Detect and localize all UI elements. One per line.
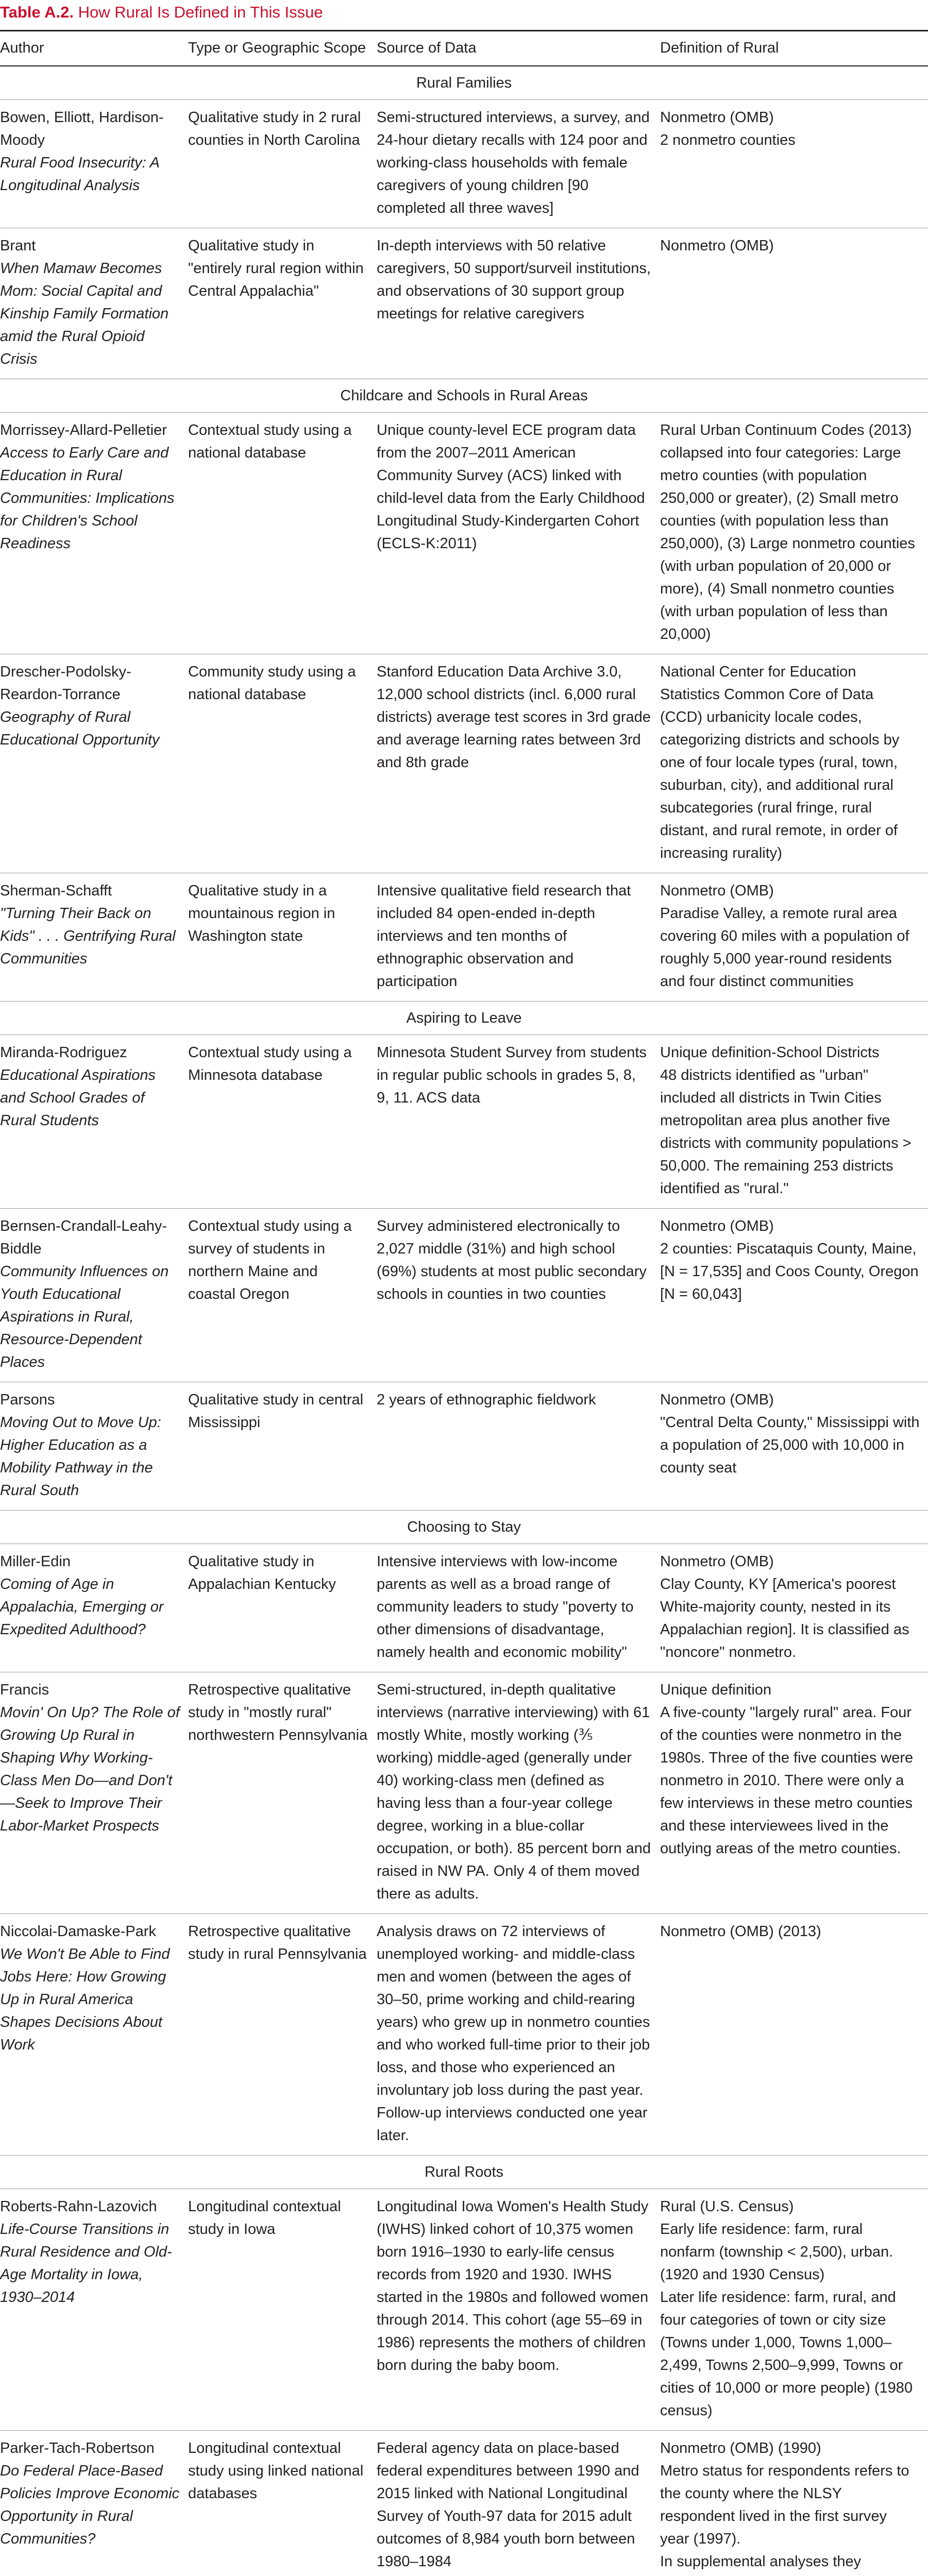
section-title: Rural Families bbox=[0, 66, 928, 100]
section-title: Childcare and Schools in Rural Areas bbox=[0, 379, 928, 413]
study-title: Do Federal Place-Based Policies Improve Economic Opportunity in Rural Communities? bbox=[0, 2463, 180, 2547]
author-name: Miranda-Rodriguez bbox=[0, 1044, 127, 1061]
definition-cell bbox=[660, 1382, 928, 1511]
type-cell: Retrospective qualitative study in "mostly rural" northwestern Pennsylvania bbox=[188, 1672, 377, 1914]
study-title: Moving Out to Move Up: Higher Education as a Mobility Pathway in the Rural South bbox=[0, 1414, 161, 1499]
table-row bbox=[0, 100, 928, 228]
definition-line: 2 nonmetro counties bbox=[660, 132, 796, 148]
definition-line: collapsed into four categories: Large metro counties (with population 250,000 or greater), (2) Small metro counties (with population less than 250,000), (3) Large nonmetro counties (with urban population of 20,000 or more), (4) Small nonmetro counties (with urban population of less than 20,000) bbox=[660, 445, 915, 642]
author-cell bbox=[0, 100, 188, 228]
definition-line: In supplemental analyses they bbox=[660, 2553, 862, 2570]
type-cell: Contextual study using a survey of students in northern Maine and coastal Oregon bbox=[188, 1209, 377, 1382]
definition-cell bbox=[660, 413, 928, 654]
type-cell: Qualitative study in Appalachian Kentucky bbox=[188, 1544, 377, 1672]
section-row bbox=[0, 379, 928, 413]
author-cell bbox=[0, 1382, 188, 1511]
source-cell: In-depth interviews with 50 relative caregivers, 50 support/surveil institutions, and observations of 30 support group meetings for relative caregivers bbox=[377, 228, 660, 379]
definition-cell bbox=[660, 100, 928, 228]
definition-line: Later life residence: farm, rural, and four categories of town or city size (Towns under 1,000, Towns 1,000–2,499, Towns 2,500–9,999, Towns or cities of 10,000 or more people) (1980 census) bbox=[660, 2289, 913, 2419]
study-title: Life-Course Transitions in Rural Residence and Old-Age Mortality in Iowa, 1930–2014 bbox=[0, 2221, 172, 2306]
table-row bbox=[0, 2189, 928, 2431]
definition-line: Early life residence: farm, rural nonfarm (township < 2,500), urban. (1920 and 1930 Census) bbox=[660, 2221, 893, 2283]
type-cell: Contextual study using a Minnesota database bbox=[188, 1035, 377, 1209]
table-row bbox=[0, 1672, 928, 1914]
definition-line: Rural (U.S. Census) bbox=[660, 2198, 794, 2215]
definition-cell bbox=[660, 1035, 928, 1209]
study-title: Coming of Age in Appalachia, Emerging or Expedited Adulthood? bbox=[0, 1576, 164, 1638]
author-cell bbox=[0, 1035, 188, 1209]
author-name: Brant bbox=[0, 238, 36, 254]
type-cell: Qualitative study in a mountainous region in Washington state bbox=[188, 873, 377, 1002]
author-name: Parsons bbox=[0, 1392, 55, 1408]
author-name: Francis bbox=[0, 1682, 49, 1698]
study-title: Educational Aspirations and School Grades of Rural Students bbox=[0, 1067, 156, 1129]
table-row bbox=[0, 654, 928, 873]
source-cell: Unique county-level ECE program data from the 2007–2011 American Community Survey (ACS) linked with child-level data from the Early Childhood Longitudinal Study-Kindergarten Cohort (ECLS-K:2011) bbox=[377, 413, 660, 654]
author-cell bbox=[0, 228, 188, 379]
definition-line: 2 counties: Piscataquis County, Maine, [N = 17,535] and Coos County, Oregon [N = 60,043] bbox=[660, 1241, 919, 1302]
section-row bbox=[0, 1002, 928, 1035]
table-title bbox=[0, 0, 928, 23]
table-row bbox=[0, 1914, 928, 2156]
author-name: Bowen, Elliott, Hardison-Moody bbox=[0, 109, 164, 148]
author-cell bbox=[0, 2431, 188, 2576]
definition-cell bbox=[660, 1672, 928, 1914]
type-cell: Qualitative study in "entirely rural region within Central Appalachia" bbox=[188, 228, 377, 379]
source-cell: Semi-structured interviews, a survey, and 24-hour dietary recalls with 124 poor and working-class households with female caregivers of young children [90 completed all three waves] bbox=[377, 100, 660, 228]
author-name: Sherman-Schafft bbox=[0, 883, 112, 899]
column-header-author: Author bbox=[0, 31, 188, 66]
table-row bbox=[0, 2431, 928, 2576]
author-cell bbox=[0, 1672, 188, 1914]
type-cell: Qualitative study in 2 rural counties in North Carolina bbox=[188, 100, 377, 228]
definition-line: Clay County, KY [America's poorest White-majority county, nested in its Appalachian region]. It is classified as "noncore" nonmetro. bbox=[660, 1576, 909, 1660]
source-cell: 2 years of ethnographic fieldwork bbox=[377, 1382, 660, 1511]
author-cell bbox=[0, 2189, 188, 2431]
study-title: Access to Early Care and Education in Rural Communities: Implications for Children's School Readiness bbox=[0, 445, 175, 552]
definition-line: A five-county "largely rural" area. Four of the counties were nonmetro in the 1980s. Three of the five counties were nonmetro in 2010. There were only a few interviews in these metro counties and these interviewees lived in the outlying areas of the metro counties. bbox=[660, 1704, 914, 1857]
table-row bbox=[0, 873, 928, 1002]
author-cell bbox=[0, 654, 188, 873]
table-caption: How Rural Is Defined in This Issue bbox=[78, 3, 323, 21]
definition-line: "Central Delta County," Mississippi with a population of 25,000 with 10,000 in county seat bbox=[660, 1414, 920, 1476]
type-cell: Longitudinal contextual study using linked national databases bbox=[188, 2431, 377, 2576]
author-cell bbox=[0, 1544, 188, 1672]
definition-line: Rural Urban Continuum Codes (2013) bbox=[660, 422, 912, 438]
study-title: "Turning Their Back on Kids" . . . Gentrifying Rural Communities bbox=[0, 905, 176, 967]
source-cell: Stanford Education Data Archive 3.0, 12,000 school districts (incl. 6,000 rural districts) average test scores in 3rd grade and average learning rates between 3rd and 8th grade bbox=[377, 654, 660, 873]
author-name: Niccolai-Damaske-Park bbox=[0, 1923, 156, 1940]
definition-line: Nonmetro (OMB) (1990) bbox=[660, 2440, 821, 2456]
definition-line: Nonmetro (OMB) bbox=[660, 238, 774, 254]
author-name: Morrissey-Allard-Pelletier bbox=[0, 422, 167, 438]
definition-cell bbox=[660, 654, 928, 873]
type-cell: Retrospective qualitative study in rural Pennsylvania bbox=[188, 1914, 377, 2156]
section-row bbox=[0, 1511, 928, 1544]
author-cell bbox=[0, 1914, 188, 2156]
source-cell: Intensive interviews with low-income parents as well as a broad range of community leaders to study "poverty to other dimensions of disadvantage, namely health and economic mobility" bbox=[377, 1544, 660, 1672]
definition-line: 48 districts identified as "urban" included all districts in Twin Cities metropolitan area plus another five districts with community populations > 50,000. The remaining 253 districts identified as "rural." bbox=[660, 1067, 912, 1197]
table-row bbox=[0, 228, 928, 379]
definition-line: Unique definition bbox=[660, 1682, 772, 1698]
column-header-source: Source of Data bbox=[377, 31, 660, 66]
table-row bbox=[0, 1544, 928, 1672]
definition-line: Nonmetro (OMB) bbox=[660, 109, 774, 126]
author-name: Miller-Edin bbox=[0, 1553, 71, 1570]
definition-line: Unique definition-School Districts bbox=[660, 1044, 880, 1061]
column-header-definition: Definition of Rural bbox=[660, 31, 928, 66]
author-cell bbox=[0, 873, 188, 1002]
source-cell: Federal agency data on place-based federal expenditures between 1990 and 2015 linked with National Longitudinal Survey of Youth-97 data for 2015 adult outcomes of 8,984 youth born between 1980–1984 bbox=[377, 2431, 660, 2576]
definition-cell bbox=[660, 1914, 928, 2156]
definition-line: National Center for Education Statistics Common Core of Data (CCD) urbanicity locale codes, categorizing districts and schools by one of four locale types (rural, town, suburban, city), and additional rural subcategories (rural fringe, rural distant, and rural remote, in order of increasing rurality) bbox=[660, 664, 900, 861]
section-title: Choosing to Stay bbox=[0, 1511, 928, 1544]
type-cell: Longitudinal contextual study in Iowa bbox=[188, 2189, 377, 2431]
definition-line: Nonmetro (OMB) bbox=[660, 1218, 774, 1234]
study-title: When Mamaw Becomes Mom: Social Capital and Kinship Family Formation amid the Rural Opioid Crisis bbox=[0, 260, 169, 367]
section-row bbox=[0, 2156, 928, 2189]
definition-line: Nonmetro (OMB) bbox=[660, 1392, 774, 1408]
table-row bbox=[0, 1382, 928, 1511]
author-cell bbox=[0, 413, 188, 654]
source-cell: Survey administered electronically to 2,027 middle (31%) and high school (69%) students at most public secondary schools in counties in two counties bbox=[377, 1209, 660, 1382]
rural-definitions-table bbox=[0, 31, 928, 2576]
study-title: Rural Food Insecurity: A Longitudinal Analysis bbox=[0, 155, 159, 194]
definition-line: Nonmetro (OMB) (2013) bbox=[660, 1923, 821, 1940]
table-row bbox=[0, 1209, 928, 1382]
definition-cell bbox=[660, 2189, 928, 2431]
study-title: Movin' On Up? The Role of Growing Up Rural in Shaping Why Working-Class Men Do—and Don't—Seek to Improve Their Labor-Market Prospects bbox=[0, 1704, 180, 1834]
definition-cell bbox=[660, 228, 928, 379]
column-header-type: Type or Geographic Scope bbox=[188, 31, 377, 66]
definition-cell bbox=[660, 1544, 928, 1672]
type-cell: Qualitative study in central Mississippi bbox=[188, 1382, 377, 1511]
header-row bbox=[0, 31, 928, 66]
author-name: Roberts-Rahn-Lazovich bbox=[0, 2198, 157, 2215]
author-name: Drescher-Podolsky-Reardon-Torrance bbox=[0, 664, 131, 703]
section-title: Rural Roots bbox=[0, 2156, 928, 2189]
source-cell: Minnesota Student Survey from students in regular public schools in grades 5, 8, 9, 11. ACS data bbox=[377, 1035, 660, 1209]
definition-line: Paradise Valley, a remote rural area covering 60 miles with a population of roughly 5,000 year-round residents and four distinct communities bbox=[660, 905, 909, 990]
author-name: Parker-Tach-Robertson bbox=[0, 2440, 155, 2456]
table-row bbox=[0, 1035, 928, 1209]
definition-cell bbox=[660, 2431, 928, 2576]
author-cell bbox=[0, 1209, 188, 1382]
study-title: Community Influences on Youth Educational Aspirations in Rural, Resource-Dependent Places bbox=[0, 1263, 169, 1370]
type-cell: Contextual study using a national database bbox=[188, 413, 377, 654]
definition-line: Metro status for respondents refers to the county where the NLSY respondent lived in the first survey year (1997). bbox=[660, 2463, 909, 2547]
source-cell: Intensive qualitative field research that included 84 open-ended in-depth interviews and ten months of ethnographic observation and participation bbox=[377, 873, 660, 1002]
table-row bbox=[0, 413, 928, 654]
definition-cell bbox=[660, 1209, 928, 1382]
section-row bbox=[0, 66, 928, 100]
study-title: We Won't Be Able to Find Jobs Here: How Growing Up in Rural America Shapes Decisions About Work bbox=[0, 1946, 170, 2053]
table-label: Table A.2. bbox=[0, 3, 74, 21]
definition-line: Nonmetro (OMB) bbox=[660, 883, 774, 899]
table-body bbox=[0, 66, 928, 2576]
source-cell: Analysis draws on 72 interviews of unemployed working- and middle-class men and women (between the ages of 30–50, prime working and child-rearing years) who grew up in nonmetro counties and who worked full-time prior to their job loss, and those who experienced an involuntary job loss during the past year. Follow-up interviews conducted one year later. bbox=[377, 1914, 660, 2156]
author-name: Bernsen-Crandall-Leahy-Biddle bbox=[0, 1218, 167, 1257]
source-cell: Longitudinal Iowa Women's Health Study (IWHS) linked cohort of 10,375 women born 1916–1930 to early-life census records from 1920 and 1930. IWHS started in the 1980s and followed women through 2014. This cohort (age 55–69 in 1986) represents the mothers of children born during the baby boom. bbox=[377, 2189, 660, 2431]
source-cell: Semi-structured, in-depth qualitative interviews (narrative interviewing) with 61 mostly White, mostly working (⅗ working) middle-aged (generally under 40) working-class men (defined as having less than a four-year college degree, working in a blue-collar occupation, or both). 85 percent born and raised in NW PA. Only 4 of them moved there as adults. bbox=[377, 1672, 660, 1914]
type-cell: Community study using a national database bbox=[188, 654, 377, 873]
section-title: Aspiring to Leave bbox=[0, 1002, 928, 1035]
study-title: Geography of Rural Educational Opportunity bbox=[0, 709, 160, 748]
definition-cell bbox=[660, 873, 928, 1002]
definition-line: Nonmetro (OMB) bbox=[660, 1553, 774, 1570]
